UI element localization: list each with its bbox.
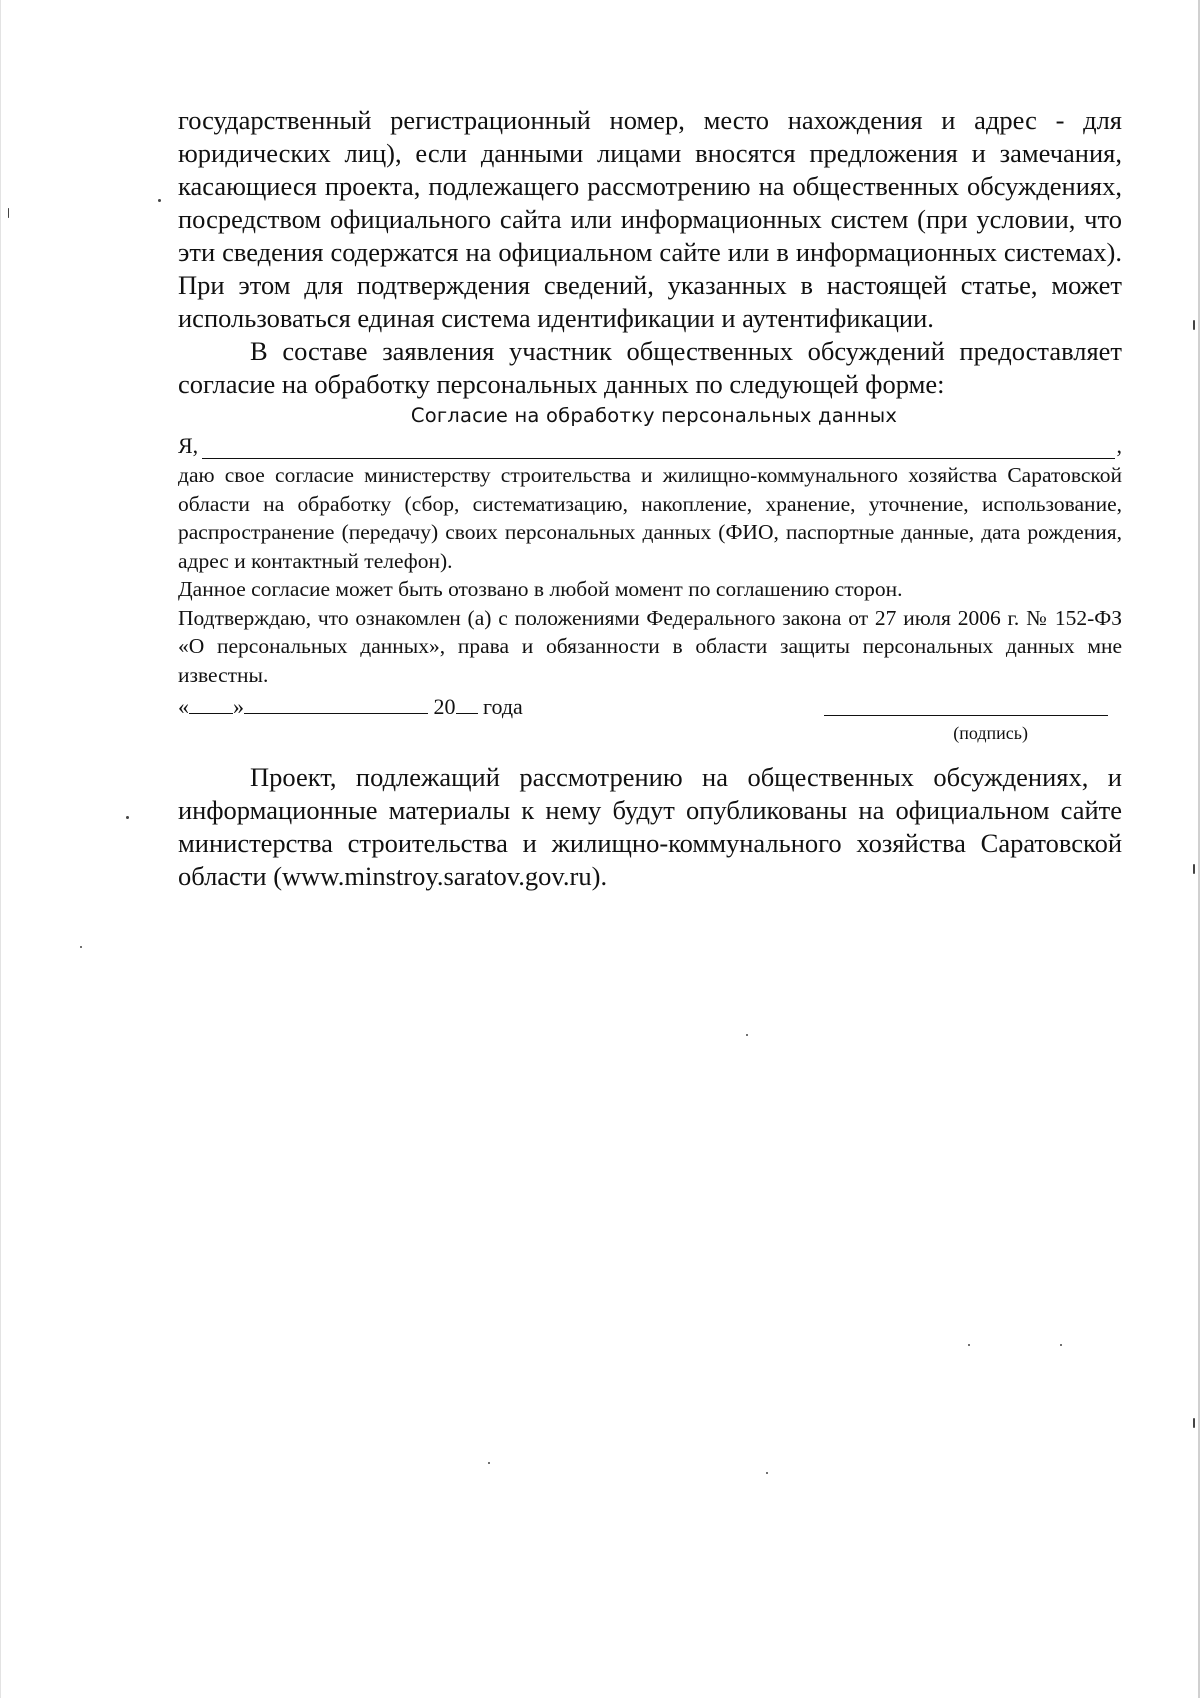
consent-intro-paragraph: В составе заявления участник общественных обсуждений предоставляет согласие на обработку персональных данных по следующей форме: [178, 336, 1122, 399]
consent-form [178, 401, 1122, 747]
date-open-quote: « [178, 694, 189, 719]
scan-speck [1060, 1344, 1062, 1346]
confirm-text: Подтверждаю, что ознакомлен (а) с положениями Федерального закона от 27 июля 2006 г. № 152-ФЗ «О персональных данных», права и обязанности в области защиты персональных данных мне известны. [178, 605, 1122, 687]
scan-speck [158, 199, 161, 202]
scan-speck [1193, 1418, 1195, 1428]
consent-form-title: Согласие на обработку персональных данных [410, 404, 898, 427]
ya-label: Я, [178, 433, 199, 458]
revoke-text: Данное согласие может быть отозвано в любой момент по соглашению сторон. [178, 577, 903, 601]
signature-caption: (подпись) [953, 723, 1028, 743]
scan-speck [1193, 864, 1195, 874]
date-signature-row [178, 693, 1122, 723]
scan-speck [80, 946, 82, 948]
scan-speck [766, 1472, 768, 1474]
scan-speck [968, 1344, 970, 1346]
name-blank-field [202, 438, 1114, 459]
scan-speck [126, 816, 129, 819]
month-blank [244, 695, 428, 714]
signature-line [824, 715, 1108, 716]
day-blank [189, 695, 233, 714]
scan-speck [746, 1034, 748, 1036]
continuation-paragraph: государственный регистрационный номер, место нахождения и адрес - для юридических лиц), если данными лицами вносятся предложения и замечания, касающиеся проекта, подлежащего рассмотрению на общественных обсуждениях, посредством официального сайта или информационных систем (при условии, что эти сведения содержатся на официальном сайте или в информационных системах). При этом для подтверждения сведений, указанных в настоящей статье, может использоваться единая система идентификации и аутентификации. [178, 105, 1122, 333]
year-prefix: 20 [433, 694, 456, 719]
scan-speck [8, 208, 9, 218]
ya-trailing-comma: , [1116, 433, 1122, 458]
final-paragraph: Проект, подлежащий рассмотрению на общественных обсуждениях, и информационные материалы к нему будут опубликованы на официальном сайте министерства строительства и жилищно-коммунального хозяйства Саратовской области (www.minstroy.saratov.gov.ru). [178, 762, 1122, 891]
scan-speck [1193, 320, 1195, 330]
date-close-quote: » [233, 694, 244, 719]
scan-speck [488, 1462, 490, 1464]
consent-text: даю свое согласие министерству строительства и жилищно-коммунального хозяйства Саратовской области на обработку (сбор, систематизацию, накопление, хранение, уточнение, использование, распространение (передачу) своих персональных данных (ФИО, паспортные данные, дата рождения, адрес и контактный телефон). [178, 463, 1122, 573]
scan-edge-left [0, 0, 1, 1698]
document-body [178, 104, 1122, 893]
year-suffix: года [483, 694, 523, 719]
year-blank [456, 695, 478, 714]
date-field [178, 693, 523, 721]
name-fill-line [178, 431, 1122, 459]
